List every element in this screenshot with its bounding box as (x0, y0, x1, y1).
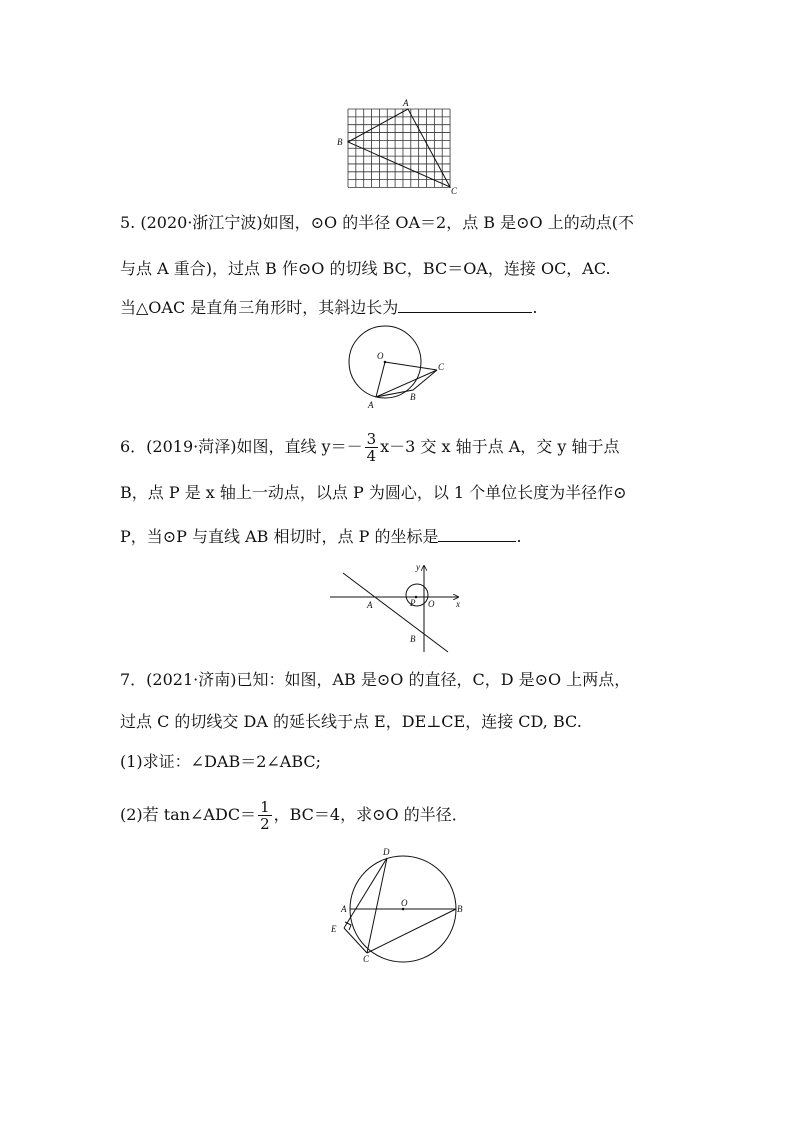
q7-label-a: A (341, 904, 347, 914)
q6-fraction (365, 431, 379, 464)
q7-fraction (258, 799, 272, 832)
q5-text-line-3 (120, 296, 537, 318)
q6-fraction-numerator: 3 (366, 430, 377, 448)
grid-label-c: C (451, 186, 458, 196)
q5-label-a: A (368, 400, 374, 410)
q6-label-a: A (367, 600, 373, 610)
q7-fraction-numerator: 1 (260, 798, 270, 816)
q6-label-o: O (428, 599, 435, 609)
q5-label-b: B (410, 392, 416, 402)
q7-label-d: D (383, 847, 390, 857)
q7-label-e: E (331, 924, 337, 934)
q6-question-text: P，当⊙P 与直线 AB 相切时，点 P 的坐标是 (120, 527, 439, 546)
q5-label-o: O (377, 351, 384, 361)
q5-circle-figure (340, 326, 450, 416)
q7-circle-figure (328, 848, 468, 968)
q6-period: . (516, 527, 522, 546)
q6-label-p: P (410, 598, 416, 608)
q6-axes-figure (325, 560, 475, 655)
q7-text-line-1: 7．(2021·济南)已知：如图，AB 是⊙O 的直径，C，D 是⊙O 上两点， (120, 670, 631, 689)
q6-text-line-1 (120, 428, 620, 466)
q7-label-b: B (457, 904, 463, 914)
q6-label-x: x (456, 599, 460, 609)
q6-fraction-denominator: 4 (366, 447, 377, 465)
grid-label-b: B (337, 137, 343, 147)
q6-text-post: x－3 交 x 轴于点 A，交 y 轴于点 (380, 437, 620, 456)
q7-label-c: C (363, 954, 370, 964)
q5-period: . (532, 298, 538, 317)
q5-question-text: 当△OAC 是直角三角形时，其斜边长为 (120, 298, 399, 317)
q5-text-line-2: 与点 A 重合)，过点 B 作⊙O 的切线 BC，BC＝OA，连接 OC，AC. (120, 259, 611, 278)
q6-text-line-2: B，点 P 是 x 轴上一动点，以点 P 为圆心，以 1 个单位长度为半径作⊙ (120, 483, 627, 502)
q7-part-2-pre: (2)若 tan∠ADC＝ (120, 805, 257, 824)
q7-label-o: O (401, 898, 408, 908)
q5-text-line-1: 5. (2020·浙江宁波)如图，⊙O 的半径 OA＝2，点 B 是⊙O 上的动点(不 (120, 213, 634, 232)
q5-answer-blank[interactable] (398, 296, 532, 313)
q7-part-1: (1)求证：∠DAB＝2∠ABC; (120, 752, 322, 771)
q7-part-2-post: ，BC＝4，求⊙O 的半径． (273, 805, 468, 824)
q7-fraction-denominator: 2 (260, 815, 270, 833)
q6-label-b: B (410, 634, 416, 644)
q7-text-line-2: 过点 C 的切线交 DA 的延长线于点 E，DE⊥CE，连接 CD, BC. (120, 712, 582, 731)
q6-text-line-3 (120, 525, 522, 547)
q6-text-pre: 6．(2019·菏泽)如图，直线 y＝－ (120, 437, 363, 456)
q5-label-c: C (438, 362, 445, 372)
grid-triangle-figure (330, 96, 470, 196)
q7-part-2 (120, 796, 468, 834)
q6-label-y: y (416, 562, 420, 572)
q6-answer-blank[interactable] (438, 525, 516, 542)
grid-label-a: A (403, 98, 409, 108)
